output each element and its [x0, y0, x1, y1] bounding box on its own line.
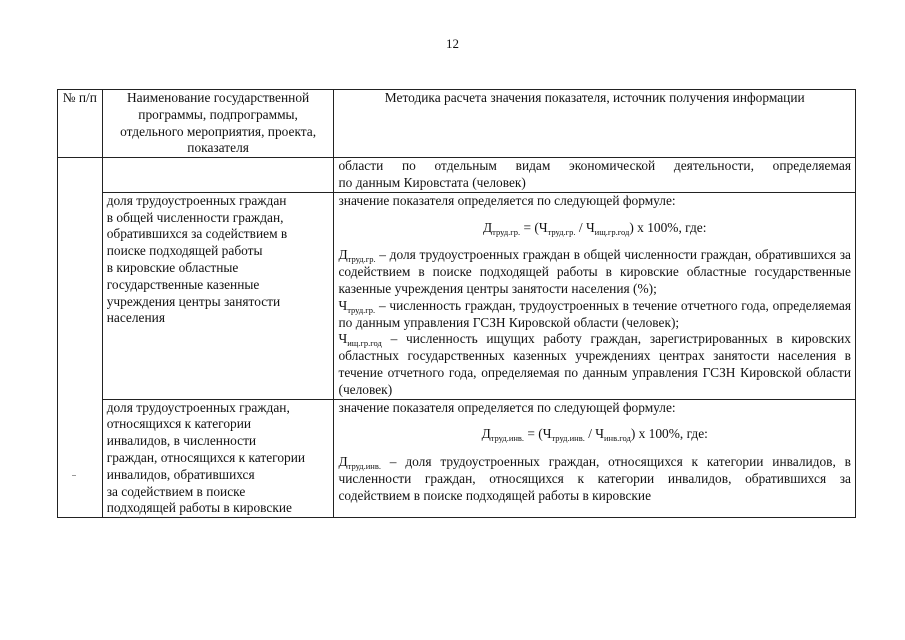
indicator-name-line: за содействием в поиске	[106, 483, 246, 499]
indicator-name-line: граждан, относящихся к категории	[106, 449, 306, 465]
indicator-name-line: инвалидов, в численности	[106, 433, 257, 449]
method-cell	[334, 399, 856, 518]
table-header-row	[58, 90, 856, 158]
formula-intro: значение показателя определяется по следующей формуле:	[338, 192, 676, 208]
formula: $Д_{труд.гр.} = (Ч_{труд.гр.} / Ч_{ищ.гр.год})$ x 100%, где:	[483, 219, 707, 237]
page-number: 12	[446, 36, 459, 51]
header-name-cell: Наименование государственной программы, подпрограммы, отдельного мероприятия, проекта, показателя	[102, 90, 334, 158]
scan-mark	[72, 475, 76, 476]
indicator-name-line: поиске подходящей работы	[106, 243, 263, 259]
table-row	[58, 399, 856, 518]
header-method-cell: Методика расчета значения показателя, источник получения информации	[334, 90, 856, 158]
continuation-line-2: по данным Кировстата (человек)	[338, 174, 526, 190]
method-cell-continuation	[334, 158, 856, 193]
number-cell	[58, 158, 103, 518]
indicator-name-line: в кировские областные	[106, 259, 239, 275]
definition: $Ч_{ищ.гр.год}$ – численность ищущих работу граждан, зарегистрированных в кировских областных государственных казенных учреждениях центрах занятости населения в течение отчетного года, определяемая по данным управления ГСЗН Кировской области (человек)	[338, 331, 851, 397]
indicator-name-line: учреждения центры занятости	[106, 293, 281, 309]
indicator-name-line: инвалидов, обратившихся	[106, 466, 255, 482]
formula-intro: значение показателя определяется по следующей формуле:	[338, 399, 676, 415]
method-cell	[334, 192, 856, 399]
definition: $Ч_{труд.гр.}$ – численность граждан, трудоустроенных в течение отчетного года, определяемая по данным управления ГСЗН Кировской области (человек);	[338, 297, 851, 330]
definition: $Д_{труд.гр.}$ – доля трудоустроенных граждан в общей численности граждан, обратившихся за содействием в поиске подходящей работы в кировские областные государственные казенные учреждения центры занятости населения (%);	[338, 247, 851, 296]
indicator-name-line: обратившихся за содействием в	[106, 226, 288, 242]
indicator-name-line: относящихся к категории	[106, 416, 252, 432]
header-number-cell: № п/п	[58, 90, 103, 158]
continuation-line-1: области по отдельным видам экономической деятельности, определяемая	[338, 158, 851, 174]
indicator-name-line: доля трудоустроенных граждан	[106, 192, 287, 208]
indicator-name-line: населения	[106, 310, 165, 326]
indicator-name-line: в общей численности граждан,	[106, 209, 284, 225]
table-row	[58, 158, 856, 193]
name-cell-continuation	[102, 158, 334, 193]
indicator-name-line: подходящей работы в кировские	[106, 500, 292, 516]
table-row	[58, 192, 856, 399]
indicator-name-cell	[102, 192, 334, 399]
indicators-table	[57, 89, 856, 518]
formula: $Д_{труд.инв.} = (Ч_{труд.инв.} / Ч_{инв.год})$ x 100%, где:	[481, 426, 708, 444]
indicator-name-line: государственные казенные	[106, 276, 260, 292]
indicator-name-line: доля трудоустроенных граждан,	[106, 399, 290, 415]
indicator-name-cell	[102, 399, 334, 518]
definition: $Д_{труд.инв.}$ – доля трудоустроенных граждан, относящихся к категории инвалидов, в численности граждан, относящихся к категории инвалидов, обратившихся за содействием в поиске подходящей работы в кировские	[338, 454, 851, 503]
